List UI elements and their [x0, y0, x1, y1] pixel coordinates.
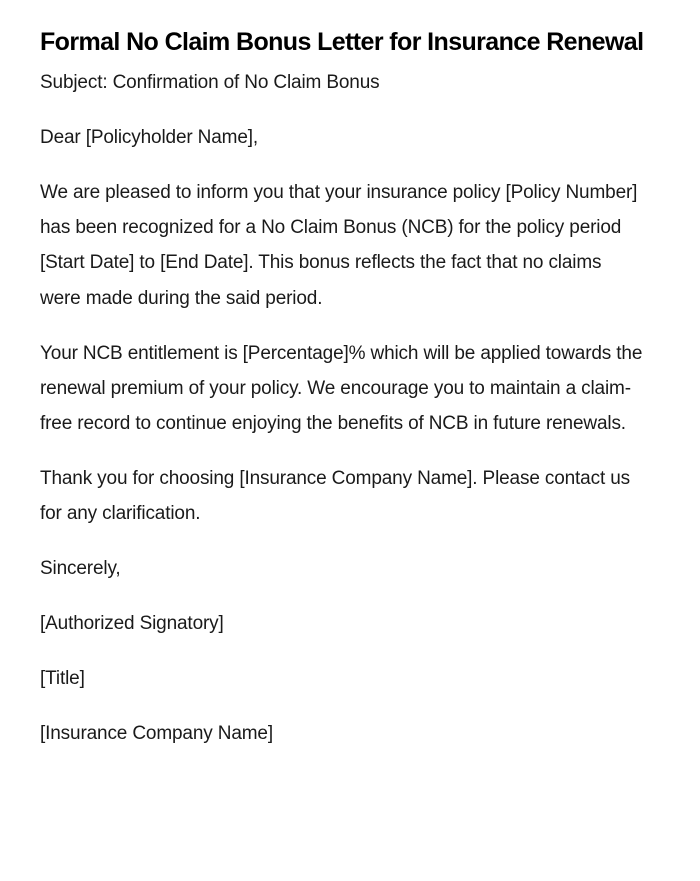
- signatory-title: [Title]: [40, 668, 85, 690]
- company-name: [Insurance Company Name]: [40, 723, 273, 745]
- salutation: Dear [Policyholder Name],: [40, 127, 259, 148]
- subject-line: Subject: Confirmation of No Claim Bonus: [40, 72, 380, 93]
- body-paragraph-2: Your NCB entitlement is [Percentage]% which will be applied towards the renewal premium of your policy. We encourage you to maintain a claim-free record to continue enjoying the benefits of NCB in future renewals.: [40, 342, 643, 435]
- body-paragraph-3: Thank you for choosing [Insurance Company Name]. Please contact us for any clarification.: [40, 468, 630, 525]
- signatory: [Authorized Signatory]: [40, 613, 224, 635]
- closing: Sincerely,: [40, 558, 121, 580]
- body-paragraph-1: We are pleased to inform you that your insurance policy [Policy Number] has been recognized for a No Claim Bonus (NCB) for the policy period [Start Date] to [End Date]. This bonus reflects the fact that no claims were made during the said period.: [40, 182, 638, 309]
- document-title: Formal No Claim Bonus Letter for Insurance Renewal: [40, 28, 644, 56]
- letter-document: [40, 20, 645, 771]
